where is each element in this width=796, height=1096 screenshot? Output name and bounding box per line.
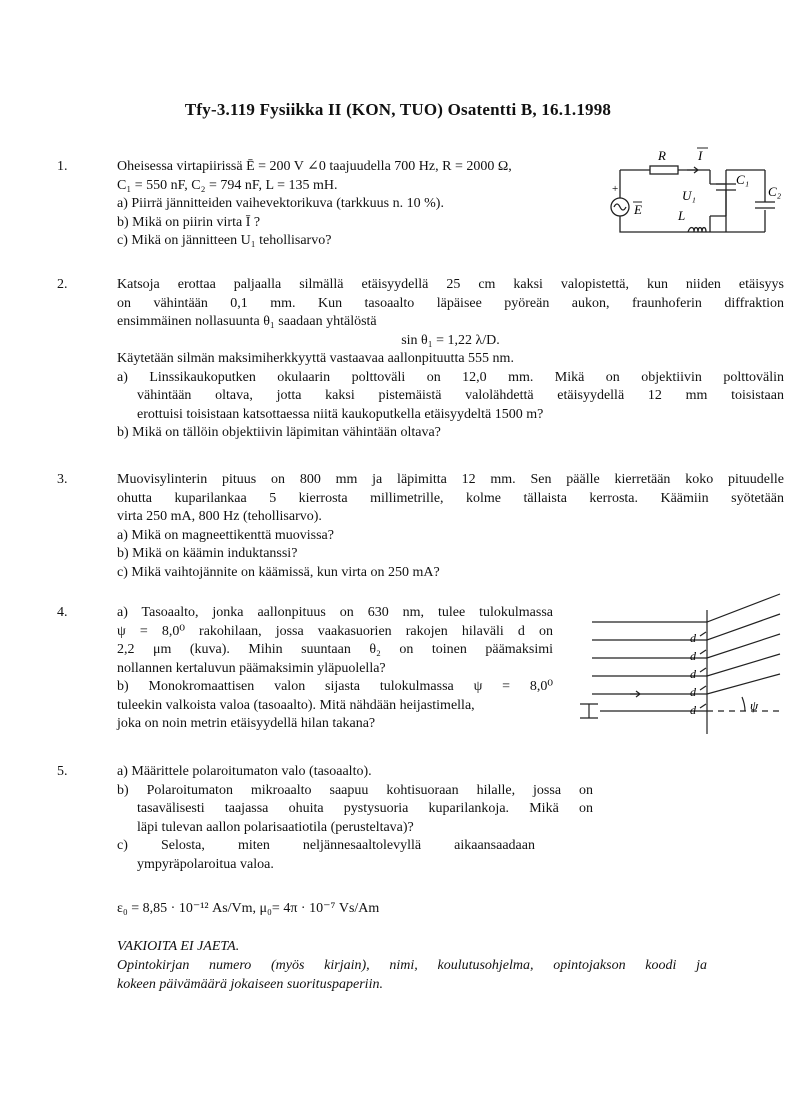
- q2-line: erottuisi toisistaan katsottaessa niitä kaukoputkella etäisyydeltä 1500 m?: [137, 406, 544, 422]
- q1-line: c) Mikä on jännitteen U₁ tehollisarvo?: [117, 233, 332, 248]
- grating-slit-icon: [580, 704, 598, 718]
- ray-5: [592, 674, 780, 694]
- q4-line: b) Monokromaattisen valon sijasta tulokulmassa ψ = 8,0⁰: [117, 679, 553, 694]
- angle-arc: [742, 697, 745, 711]
- ray-3: [592, 634, 780, 658]
- question-number: 3.: [57, 472, 68, 487]
- q1-line: Oheisessa virtapiirissä Ē = 200 V ∠0 taajuudella 700 Hz, R = 2000 Ω,: [117, 159, 512, 174]
- resistor-r-symbol: [650, 166, 678, 174]
- footer-line: Opintokirjan numero (myös kirjain), nimi, koulutusohjelma, opintojakson koodi ja: [117, 958, 707, 973]
- q4-line: joka on noin metrin etäisyydellä hilan takana?: [117, 716, 376, 731]
- q4-line: a) Tasoaalto, jonka aallonpituus on 630 nm, tulee tulokulmassa: [117, 605, 553, 620]
- q3-line: ohutta kuparilankaa 5 kierrosta millimetrille, kolme tällaista kerrosta. Käämiin syötetään: [117, 490, 784, 506]
- q1-line: C₁ = 550 nF, C₂ = 794 nF, L = 135 mH.: [117, 177, 338, 193]
- label-c1: C₁: [736, 172, 750, 187]
- ray-1: [592, 594, 780, 622]
- label-e: E: [634, 202, 642, 217]
- slit-marks: [700, 632, 706, 708]
- q1-line: a) Piirrä jännitteiden vaihevektorikuva (tarkkuus n. 10 %).: [117, 196, 444, 211]
- grating-diagram: [570, 592, 788, 747]
- q5-line: a) Määrittele polaroitumaton valo (tasoaalto).: [117, 764, 372, 779]
- q2-formula: sin θ₁ = 1,22 λ/D.: [401, 332, 500, 348]
- q5-line: b) Polaroitumaton mikroaalto saapuu kohtisuoraan hilalle, jossa on: [117, 782, 593, 798]
- q3-line: c) Mikä vaihtojännite on käämissä, kun virta on 250 mA?: [117, 564, 440, 580]
- label-plus: +: [612, 183, 619, 195]
- label-r: R: [658, 148, 666, 163]
- sine-wave-icon: [614, 204, 626, 210]
- constants-line: ε₀ = 8,85 · 10⁻¹² As/Vm, μ₀= 4π · 10⁻⁷ Vs/Am: [117, 901, 380, 916]
- label-i: I: [698, 148, 703, 163]
- label-psi: ψ: [750, 698, 759, 713]
- footer-heading: VAKIOITA EI JAETA.: [117, 939, 240, 954]
- q3-line: a) Mikä on magneettikenttä muovissa?: [117, 527, 334, 543]
- label-d: d: [690, 703, 696, 717]
- label-d: d: [690, 631, 696, 645]
- q5-line: läpi tulevan aallon polarisaatiotila (perusteltava)?: [137, 819, 414, 835]
- q3-line: b) Mikä on käämin induktanssi?: [117, 546, 298, 561]
- label-u1: U₁: [682, 188, 696, 203]
- q2-line: vähintään oltava, jotta kaksi pistemäistä valolähdettä etäisyydellä 12 mm toisistaan: [137, 388, 784, 403]
- q4-line: 2,2 μm (kuva). Mihin suuntaan θ₂ on toinen päämaksimi: [117, 642, 553, 657]
- q3-line: virta 250 mA, 800 Hz (tehollisarvo).: [117, 509, 322, 524]
- q3-line: Muovisylinterin pituus on 800 mm ja läpimitta 12 mm. Sen päälle kierretään koko pituudelle: [117, 472, 784, 487]
- inductor-l-symbol: [688, 228, 706, 233]
- footer-line: kokeen päivämäärä jokaiseen suorituspaperiin.: [117, 977, 383, 992]
- label-d: d: [690, 667, 696, 681]
- label-d: d: [690, 685, 696, 699]
- ray-arrow: [630, 691, 640, 697]
- q4-line: nollannen kertaluvun päämaksimin yläpuolella?: [117, 660, 386, 676]
- q2-line: Katsoja erottaa paljaalla silmällä etäisyydellä 25 cm kaksi valopistettä, kun niiden etäisyys: [117, 277, 784, 292]
- question-number: 4.: [57, 605, 68, 620]
- label-l: L: [678, 208, 686, 223]
- label-c2: C₂: [768, 184, 782, 199]
- capacitor-c2-symbol: [755, 202, 775, 208]
- q4-line: ψ = 8,0⁰ rakohilaan, jossa vaakasuorien rakojen hilaväli d on: [117, 623, 553, 639]
- footer-instructions: [117, 937, 707, 994]
- ray-4: [592, 654, 780, 676]
- q4-line: tuleekin valkoista valoa (tasoaalto). Mitä nähdään heijastimella,: [117, 697, 475, 713]
- q2-line: b) Mikä on tällöin objektiivin läpimitan vähintään oltava?: [117, 425, 441, 440]
- q2-line: a) Linssikaukoputken okulaarin polttoväli on 12,0 mm. Mikä on objektiivin polttovälin: [117, 369, 784, 385]
- q2-line: ensimmäinen nollasuunta θ₁ saadaan yhtälöstä: [117, 314, 377, 329]
- question-number: 2.: [57, 277, 68, 292]
- q5-line: tasavälisesti taajassa ohuita pystysuoria kuparilankoja. Mikä on: [137, 801, 593, 816]
- question-number: 5.: [57, 764, 68, 779]
- q2-line: on vähintään 0,1 mm. Kun tasoaalto läpäisee pyöreän aukon, fraunhoferin diffraktion: [117, 295, 784, 311]
- question-number: 1.: [57, 159, 68, 174]
- label-d: d: [690, 649, 696, 663]
- ray-2: [592, 614, 780, 640]
- q5-line: ympyräpolaroitua valoa.: [137, 856, 274, 872]
- exam-title: Tfy-3.119 Fysiikka II (KON, TUO) Osatentti B, 16.1.1998: [184, 100, 612, 119]
- q5-line: c) Selosta, miten neljännesaaltolevyllä aikaansaadaan: [117, 838, 535, 853]
- q1-line: b) Mikä on piirin virta Ī ?: [117, 214, 261, 230]
- circuit-diagram: [590, 140, 790, 245]
- q2-line: Käytetään silmän maksimiherkkyyttä vastaavaa aallonpituutta 555 nm.: [117, 351, 514, 366]
- current-arrow: [687, 167, 698, 173]
